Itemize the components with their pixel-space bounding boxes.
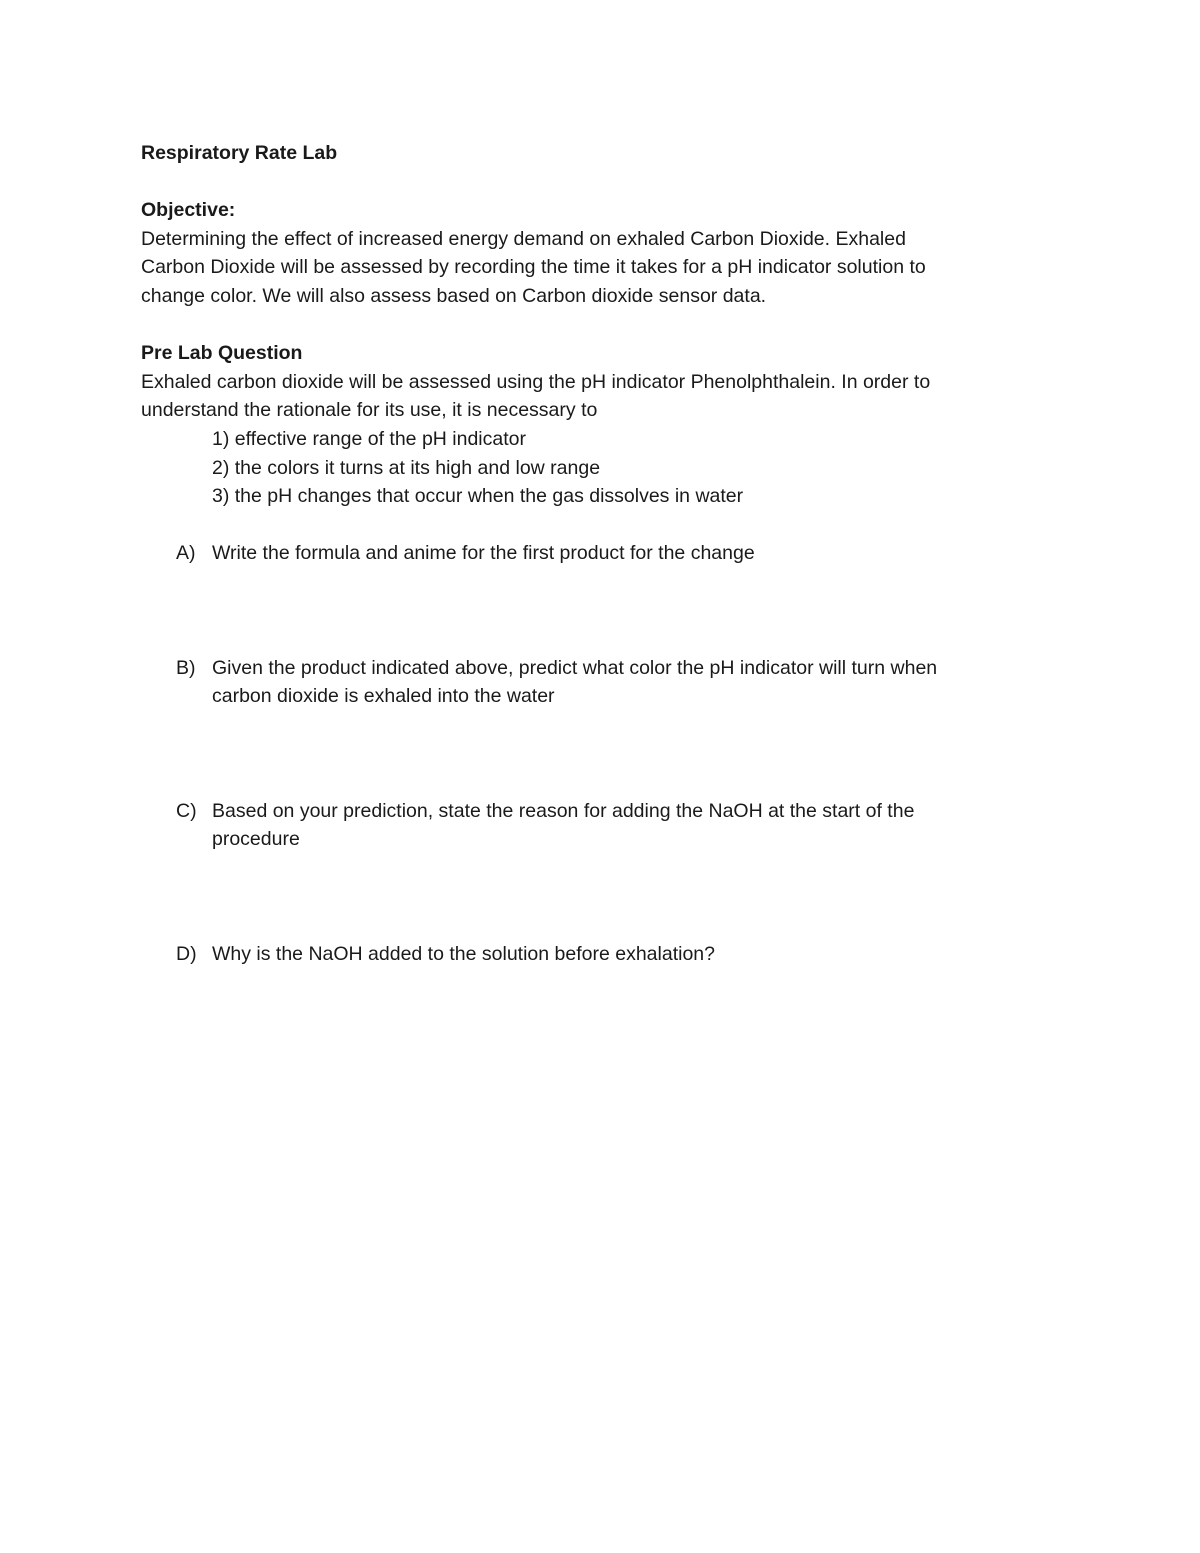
question-letter: B) xyxy=(176,656,196,679)
pre-lab-paragraph xyxy=(141,368,1041,425)
question-line: carbon dioxide is exhaled into the water xyxy=(212,685,555,708)
objective-paragraph xyxy=(141,225,1041,311)
question-letter: D) xyxy=(176,942,197,965)
objective-heading: Objective: xyxy=(141,199,236,222)
answer-space xyxy=(141,911,1041,940)
question-line: Why is the NaOH added to the solution before exhalation? xyxy=(212,942,715,965)
objective-line: change color. We will also assess based on Carbon dioxide sensor data. xyxy=(141,284,767,307)
question-text xyxy=(212,940,1022,969)
answer-space xyxy=(141,882,1041,911)
numbered-list xyxy=(141,425,1041,511)
numbered-item-2: 2) the colors it turns at its high and low range xyxy=(212,456,601,479)
question-text xyxy=(212,539,1022,568)
spacer xyxy=(141,168,1041,197)
answer-space xyxy=(141,711,1041,740)
answer-space xyxy=(141,568,1041,597)
question-text xyxy=(212,797,1022,854)
question-letter: A) xyxy=(176,542,196,565)
document-title: Respiratory Rate Lab xyxy=(141,142,338,164)
question-line: Based on your prediction, state the reason for adding the NaOH at the start of the xyxy=(212,799,915,822)
answer-space xyxy=(141,739,1041,768)
spacer xyxy=(141,311,1041,340)
objective-line: Carbon Dioxide will be assessed by recording the time it takes for a pH indicator solution to xyxy=(141,256,926,279)
question-letter: C) xyxy=(176,799,197,822)
question-line: procedure xyxy=(212,828,300,851)
pre-lab-line: understand the rationale for its use, it is necessary to xyxy=(141,399,598,422)
question-text xyxy=(212,654,1022,711)
question-a xyxy=(141,539,1041,568)
document-content xyxy=(141,139,1041,968)
question-c xyxy=(141,797,1041,854)
answer-space xyxy=(141,854,1041,883)
answer-space xyxy=(141,768,1041,797)
pre-lab-line: Exhaled carbon dioxide will be assessed using the pH indicator Phenolphthalein. In order to xyxy=(141,370,931,393)
answer-space xyxy=(141,625,1041,654)
spacer xyxy=(141,511,1041,540)
numbered-item-3: 3) the pH changes that occur when the gas dissolves in water xyxy=(212,485,744,508)
objective-line: Determining the effect of increased energy demand on exhaled Carbon Dioxide. Exhaled xyxy=(141,227,906,250)
answer-space xyxy=(141,597,1041,626)
question-line: Given the product indicated above, predict what color the pH indicator will turn when xyxy=(212,656,938,679)
numbered-item-1: 1) effective range of the pH indicator xyxy=(212,427,526,450)
question-line: Write the formula and anime for the first product for the change xyxy=(212,542,755,565)
question-d xyxy=(141,940,1041,969)
pre-lab-heading: Pre Lab Question xyxy=(141,342,303,365)
question-b xyxy=(141,654,1041,711)
